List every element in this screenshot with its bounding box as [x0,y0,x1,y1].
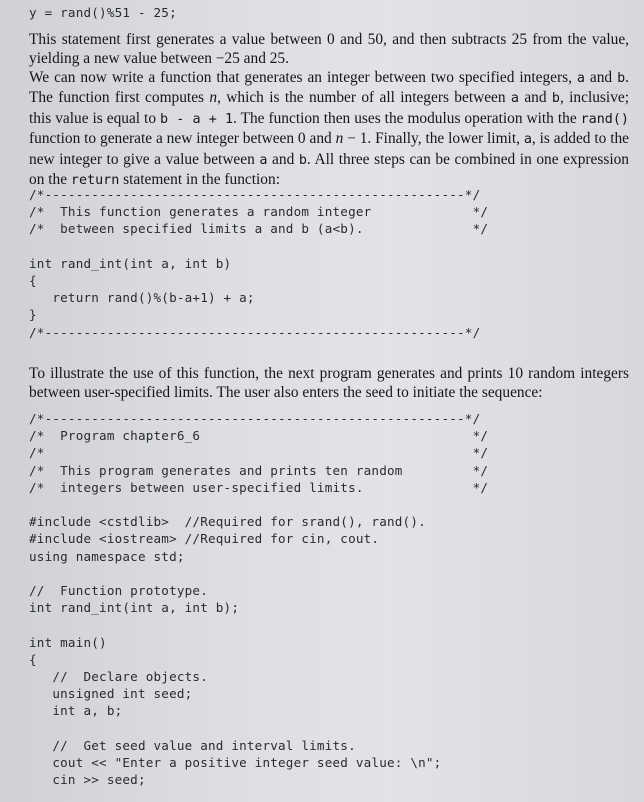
text-seg: , is added to the new integer to give a value between [29,130,629,168]
text-seg: , inclusive; this value is equal to [29,89,630,127]
return-keyword: return [70,173,120,189]
paragraph-rand-int-description [29,68,629,190]
text-seg: statement in the function: [119,171,280,189]
text-seg: We can now write a function that generates an integer between two specified integers, [29,69,577,86]
code-block-program-chapter6-6: /*------------------------------------------------------*/ /* Program chapter6_6 */ /* */ /* This program generates and prints ten random */ /* integers between user-specified limits. */ #include <cstdlib> //Required for srand(), rand(). #include <iostream> //Required for cin, cout. using namespace std; // Function prototype. int rand_int(int a, int b); int main() { // Declare objects. unsigned int seed; int a, b; // Get seed value and interval limits. cout << "Enter a positive integer seed value: \n"; cin >> seed; [29,411,489,788]
text-seg: and [267,150,299,168]
code-block-rand-int-function: /*------------------------------------------------------*/ /* This function generates a random integer */ /* between specified limits a and b (a<b). */ int rand_int(int a, int b) { return rand()%(b-a+1) + a; } /*------------------------------------------------------*/ [29,187,489,340]
var-n: n [335,130,344,148]
var-b: b [298,152,307,168]
text-seg: , which is the number of all integers between [217,89,511,107]
paragraph-program-introduction [29,364,629,403]
expression-b-minus-a-plus-1: b - a + 1 [159,111,234,127]
text-seg: and [584,69,618,86]
var-n: n [209,89,218,107]
code-line-rand-expression: y = rand()%51 - 25; [29,5,177,20]
paragraph-text: To illustrate the use of this function, the next program generates and prints 10 random integers between user-specified limits. The user also enters the seed to initiate the sequence: [29,365,629,402]
var-a: a [510,91,519,107]
var-a: a [576,71,585,86]
paragraph-text: This statement first generates a value between 0 and 50, and then subtracts 25 from the value, yielding a new value between −25 and 25. [29,31,629,68]
rand-function-name: rand() [580,111,629,127]
var-a: a [523,132,532,148]
var-b: b [551,91,560,107]
var-b: b [617,71,626,86]
text-seg: − 1. Finally, the lower limit, [343,130,524,148]
text-seg: and [518,89,552,107]
text-seg: . The function then uses the modulus operation with the [233,109,581,127]
text-seg: . All three steps can be combined in one expression on the [29,150,629,189]
text-seg: function to generate a new integer between 0 and [29,130,336,148]
paragraph-modulus-explanation [29,30,629,69]
text-seg: . The function first computes [29,69,629,107]
var-a: a [259,152,268,168]
